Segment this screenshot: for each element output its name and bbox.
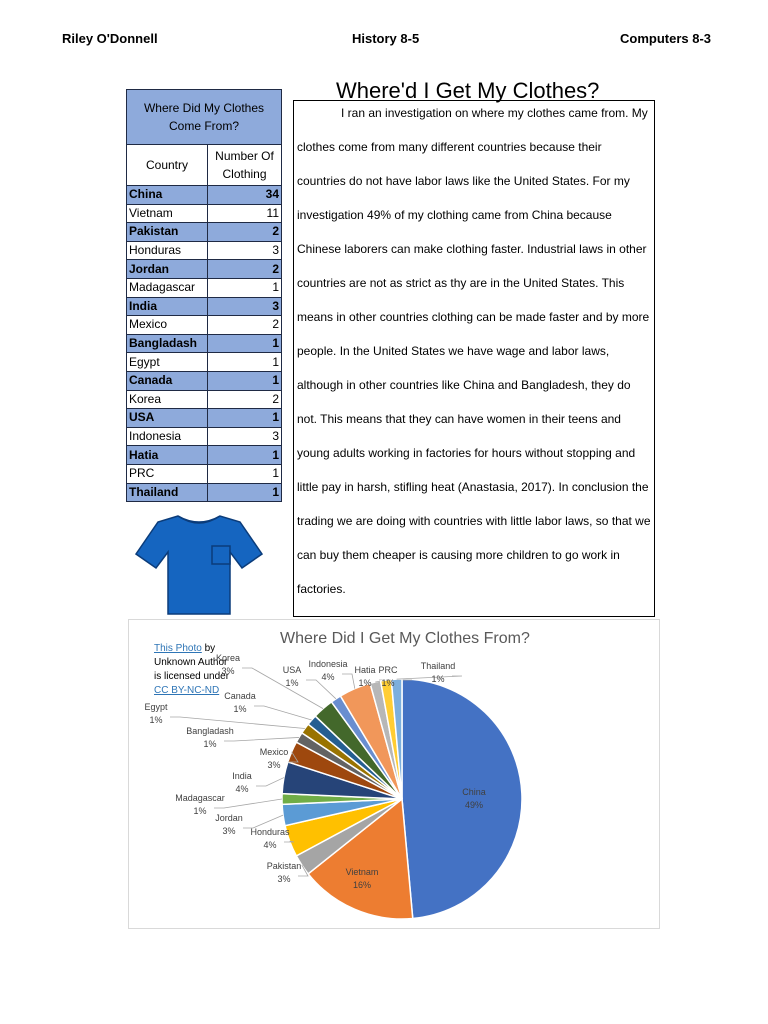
country-cell: India (127, 297, 208, 316)
slice-label-egypt (144, 701, 167, 727)
slice-label-thailand (421, 660, 456, 686)
history-class: History 8-5 (352, 31, 420, 46)
count-cell: 1 (208, 446, 282, 465)
country-cell: Mexico (127, 316, 208, 335)
country-cell: Korea (127, 390, 208, 409)
table-row (127, 316, 282, 335)
slice-percent: 49% (464, 800, 484, 810)
slice-percent: 4% (235, 784, 249, 794)
slice-name: Hatia (354, 665, 376, 675)
slice-name: Korea (215, 653, 241, 663)
leader-line (256, 778, 284, 786)
clothes-origin-table (126, 89, 282, 502)
slice-percent: 1% (203, 739, 217, 749)
slice-percent: 1% (381, 678, 395, 688)
slice-name: Bangladash (186, 726, 234, 736)
page-title: Where'd I Get My Clothes? (336, 78, 600, 103)
count-cell: 1 (208, 483, 282, 502)
count-cell: 1 (208, 371, 282, 390)
photo-link[interactable]: This Photo (154, 643, 202, 654)
count-cell: 34 (208, 186, 282, 205)
table-row (127, 464, 282, 483)
count-cell: 11 (208, 204, 282, 223)
table-row (127, 483, 282, 502)
slice-percent: 1% (431, 674, 445, 684)
count-cell: 2 (208, 223, 282, 242)
table-row (127, 353, 282, 372)
count-cell: 1 (208, 464, 282, 483)
slice-label-hatia (354, 664, 375, 690)
slice-percent: 3% (222, 826, 236, 836)
slice-name: PRC (378, 665, 398, 675)
table-row (127, 427, 282, 446)
count-cell: 3 (208, 427, 282, 446)
essay-box (293, 100, 655, 617)
table-row (127, 409, 282, 428)
slice-percent: 4% (263, 840, 277, 850)
count-cell: 2 (208, 260, 282, 279)
slice-name: Thailand (420, 661, 456, 671)
count-cell: 1 (208, 353, 282, 372)
credit-text: by Unknown Author is licensed under (154, 643, 230, 682)
country-cell: China (127, 186, 208, 205)
slice-percent: 3% (277, 874, 291, 884)
slice-name: Mexico (259, 747, 289, 757)
count-cell: 3 (208, 241, 282, 260)
slice-name: India (232, 771, 252, 781)
chart-title: Where Did I Get My Clothes From? (280, 630, 530, 647)
country-cell: USA (127, 409, 208, 428)
table-row (127, 241, 282, 260)
slice-name: Indonesia (308, 659, 348, 669)
slice-label-pakistan (267, 860, 302, 886)
slice-label-vietnam (346, 866, 379, 892)
slice-name: Madagascar (175, 793, 225, 803)
slice-label-prc (378, 664, 397, 690)
count-cell: 1 (208, 334, 282, 353)
slice-percent: 1% (233, 704, 247, 714)
slice-percent: 16% (352, 880, 372, 890)
country-cell: Jordan (127, 260, 208, 279)
col-header-country: Country (127, 145, 208, 186)
slice-label-china (462, 786, 486, 812)
slice-percent: 1% (285, 678, 299, 688)
leader-line (224, 737, 299, 741)
table-row (127, 390, 282, 409)
slice-percent: 3% (221, 666, 235, 676)
table-row (127, 260, 282, 279)
country-cell: Vietnam (127, 204, 208, 223)
country-cell: Hatia (127, 446, 208, 465)
slice-percent: 1% (193, 806, 207, 816)
slice-label-mexico (260, 746, 289, 772)
country-cell: Indonesia (127, 427, 208, 446)
country-cell: Canada (127, 371, 208, 390)
count-cell: 1 (208, 409, 282, 428)
essay-text: I ran an investigation on where my clothes came from. My clothes come from many different countries because their countries do not have labor laws like the United States. For my investigation 49% of my clothing came from China because Chinese laborers can make clothing faster. Industrial laws in other countries are not as strict as thy are in the United States. This means in other countries clothing can be made faster and by more people. In the United States we have wage and labor laws, although in other countries like China and Bangladesh, they do not. This means that they can have women in their teens and young adults working in factories for hours without stopping and little pay in harsh, stifling heat (Anastasia, 2017). In conclusion the trading we are doing with countries with little labor laws, so that we can buy them cheaper is causing more children to go work in factories. (297, 106, 651, 596)
license-link[interactable]: CC BY-NC-ND (154, 685, 220, 696)
table-row (127, 223, 282, 242)
slice-name: Honduras (250, 827, 290, 837)
table-row (127, 334, 282, 353)
student-name: Riley O'Donnell (62, 31, 158, 46)
slice-percent: 3% (267, 760, 281, 770)
slice-label-usa (283, 664, 302, 690)
country-cell: Egypt (127, 353, 208, 372)
col-header-count: Number Of Clothing (208, 145, 282, 186)
slice-label-madagascar (175, 792, 225, 818)
table-row (127, 446, 282, 465)
slice-percent: 1% (358, 678, 372, 688)
t-shirt-icon (134, 512, 264, 618)
leader-line (254, 706, 312, 720)
slice-percent: 4% (321, 672, 335, 682)
slice-label-indonesia (308, 658, 347, 684)
count-cell: 1 (208, 278, 282, 297)
country-cell: Madagascar (127, 278, 208, 297)
computers-class: Computers 8-3 (620, 31, 712, 46)
count-cell: 2 (208, 316, 282, 335)
slice-name: USA (282, 665, 302, 675)
slice-name: China (462, 787, 486, 797)
count-cell: 2 (208, 390, 282, 409)
table-row (127, 278, 282, 297)
slice-name: Pakistan (266, 861, 302, 871)
table-row (127, 371, 282, 390)
table-row (127, 186, 282, 205)
slice-label-canada (224, 690, 256, 716)
slice-label-honduras (250, 826, 289, 852)
country-cell: Thailand (127, 483, 208, 502)
slice-name: Jordan (215, 813, 243, 823)
table-row (127, 204, 282, 223)
country-cell: Honduras (127, 241, 208, 260)
slice-name: Egypt (144, 702, 168, 712)
country-cell: Pakistan (127, 223, 208, 242)
slice-label-india (232, 770, 252, 796)
slice-name: Vietnam (345, 867, 379, 877)
table-row (127, 297, 282, 316)
slice-percent: 1% (149, 715, 163, 725)
slice-label-bangladash (186, 725, 234, 751)
country-cell: Bangladash (127, 334, 208, 353)
country-cell: PRC (127, 464, 208, 483)
slice-label-korea (216, 652, 240, 678)
table-title: Where Did My Clothes Come From? (127, 90, 282, 145)
count-cell: 3 (208, 297, 282, 316)
slice-name: Canada (224, 691, 256, 701)
